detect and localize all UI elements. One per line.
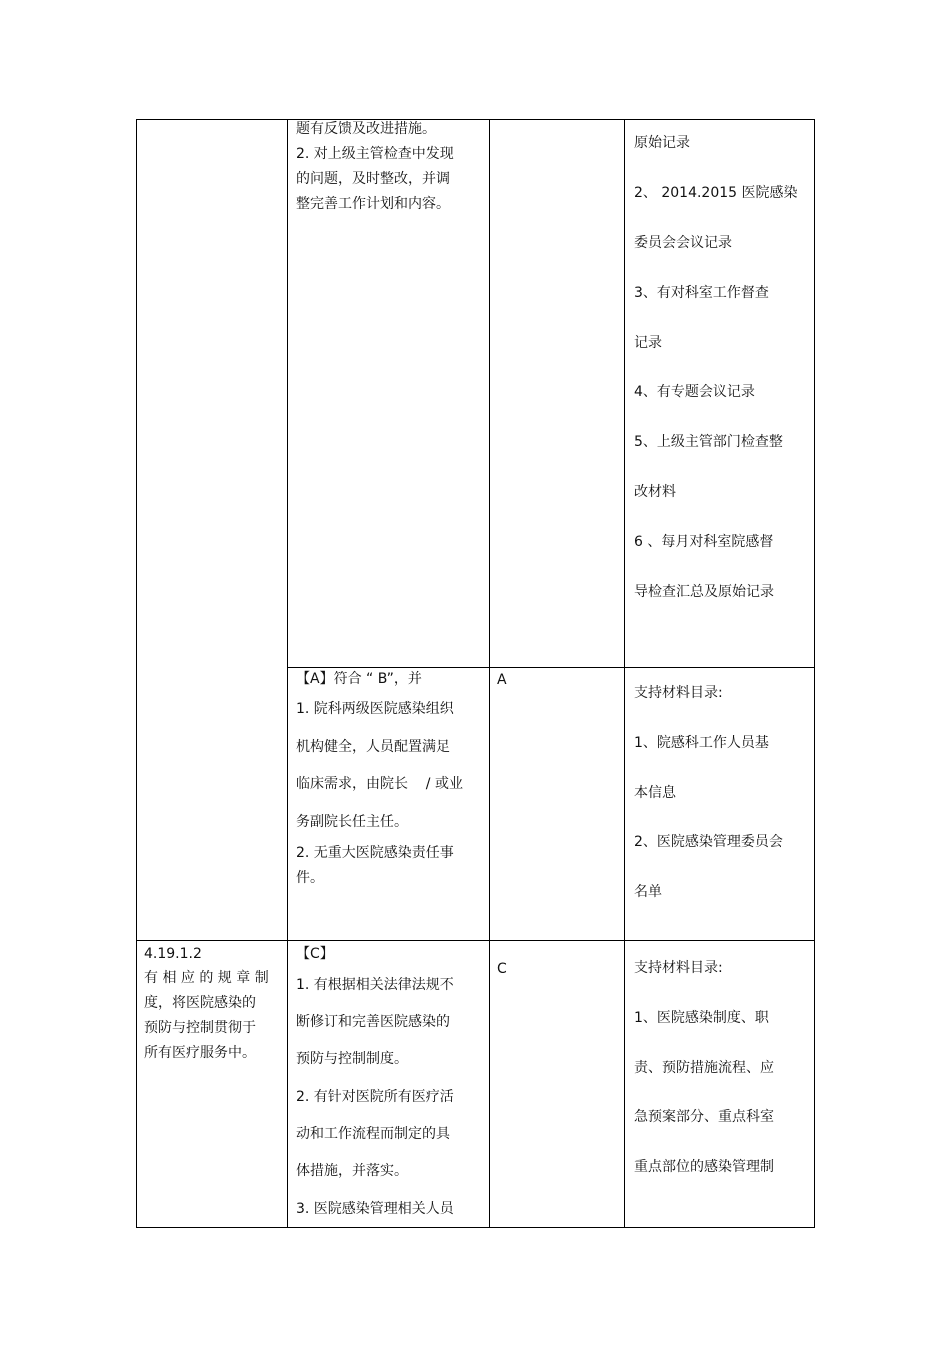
column-divider-1 — [287, 119, 288, 1228]
standard-text-line: 题有反馈及改进措施。 — [296, 121, 436, 137]
materials-text-line: 名单 — [634, 884, 662, 900]
materials-text-line: 3、有对科室工作督查 — [634, 285, 769, 301]
standard-text-line: 2. 有针对医院所有医疗活 — [296, 1089, 454, 1105]
item-text-line: 所有医疗服务中。 — [144, 1045, 256, 1061]
materials-text-line: 2、医院感染管理委员会 — [634, 834, 783, 850]
materials-text-line: 1、院感科工作人员基 — [634, 735, 769, 751]
standard-text-line: 整完善工作计划和内容。 — [296, 196, 450, 212]
table-border-bottom — [136, 1227, 815, 1228]
standard-text-line: 预防与控制制度。 — [296, 1051, 408, 1067]
materials-text-line: 2、 2014.2015 医院感染 — [634, 185, 798, 201]
materials-text-line: 5、上级主管部门检查整 — [634, 434, 783, 450]
materials-text-line: 重点部位的感染管理制 — [634, 1159, 774, 1175]
table-border-left — [136, 119, 137, 1228]
row-divider-1 — [287, 667, 815, 668]
item-text-line: 有 相 应 的 规 章 制 — [144, 970, 269, 986]
column-divider-2 — [489, 119, 490, 1228]
materials-text-line: 改材料 — [634, 484, 676, 500]
materials-text-line: 支持材料目录: — [634, 960, 723, 976]
materials-text-line: 支持材料目录: — [634, 685, 723, 701]
standard-text-line: 断修订和完善医院感染的 — [296, 1014, 450, 1030]
column-divider-3 — [624, 119, 625, 1228]
standard-text-line: 2. 对上级主管检查中发现 — [296, 146, 454, 162]
standard-text-line: 务副院长任主任。 — [296, 814, 408, 830]
materials-text-line: 记录 — [634, 335, 662, 351]
item-text-line: 预防与控制贯彻于 — [144, 1020, 256, 1036]
standard-text-line: 3. 医院感染管理相关人员 — [296, 1201, 454, 1217]
standard-text-line: 1. 院科两级医院感染组织 — [296, 701, 454, 717]
standard-text-line: 1. 有根据相关法律法规不 — [296, 977, 454, 993]
materials-text-line: 导检查汇总及原始记录 — [634, 584, 774, 600]
materials-text-line: 4、有专题会议记录 — [634, 384, 755, 400]
table-border-right — [814, 119, 815, 1228]
materials-text-line: 急预案部分、重点科室 — [634, 1109, 774, 1125]
grade-label: C — [497, 961, 507, 977]
standard-text-line: 临床需求，由院长 / 或业 — [296, 776, 463, 792]
row-divider-2 — [136, 940, 815, 941]
standard-text-line: 件。 — [296, 870, 324, 886]
item-code: 4.19.1.2 — [144, 946, 202, 962]
item-text-line: 度，将医院感染的 — [144, 995, 256, 1011]
materials-text-line: 6 、每月对科室院感督 — [634, 534, 774, 550]
grade-label: A — [497, 672, 507, 688]
materials-text-line: 1、医院感染制度、职 — [634, 1010, 769, 1026]
materials-text-line: 原始记录 — [634, 135, 690, 151]
table-border-top — [136, 119, 815, 120]
materials-text-line: 本信息 — [634, 785, 676, 801]
materials-text-line: 委员会会议记录 — [634, 235, 732, 251]
standard-text-line: 的问题，及时整改，并调 — [296, 171, 450, 187]
materials-text-line: 责、预防措施流程、应 — [634, 1060, 774, 1076]
standard-text-line: 体措施，并落实。 — [296, 1163, 408, 1179]
standard-text-line: 机构健全，人员配置满足 — [296, 739, 450, 755]
standard-text-line: 【A】符合 “ B”，并 — [296, 671, 422, 687]
standard-text-line: 2. 无重大医院感染责任事 — [296, 845, 454, 861]
standard-text-line: 动和工作流程而制定的具 — [296, 1126, 450, 1142]
standard-text-line: 【C】 — [296, 946, 334, 962]
